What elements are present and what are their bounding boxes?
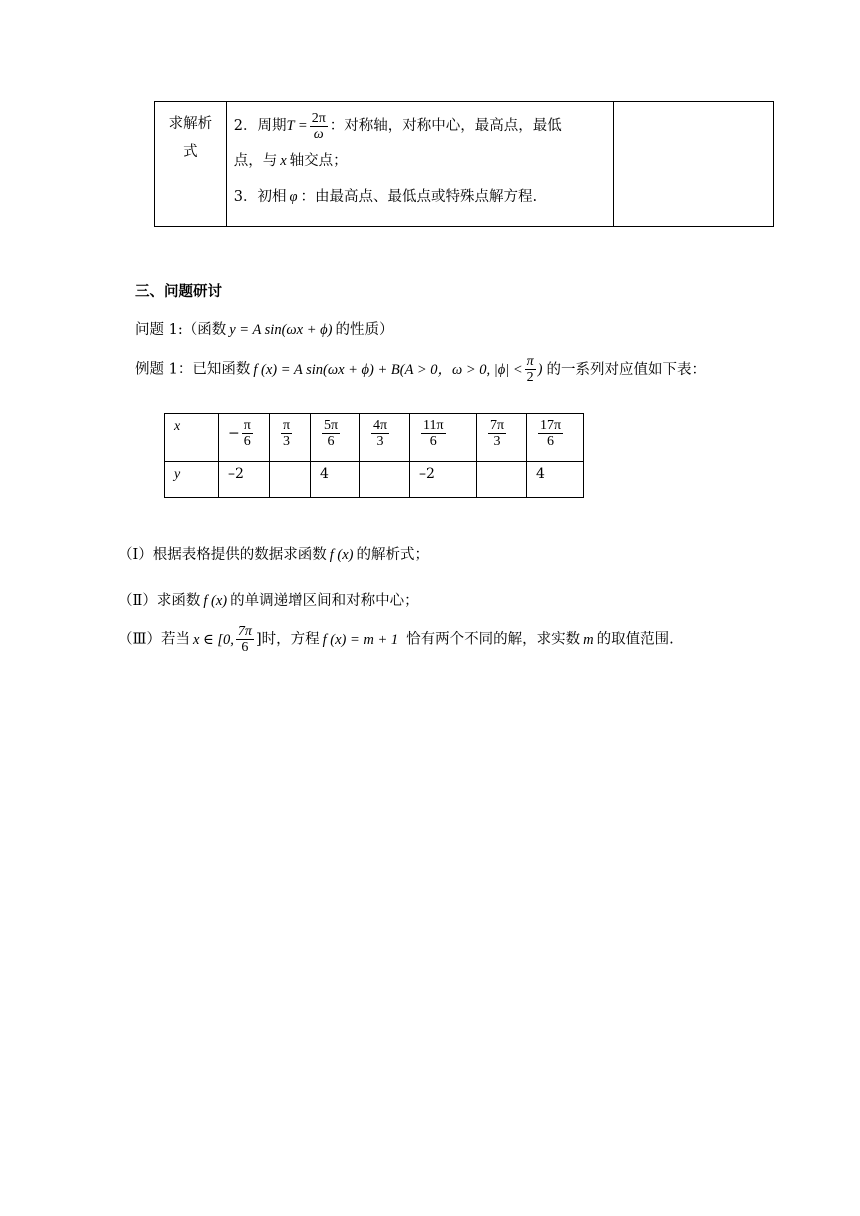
value-table — [164, 413, 584, 498]
y-header-cell: y — [165, 462, 219, 498]
example-1: 例题 1：已知函数 f (x) = A sin(ωx + ϕ) + B(A > 0，ω > 0, |ϕ| < $\frac{\pi}{2}$ ) 的一系列对应值如下表： — [135, 354, 706, 385]
y-cell: –2 — [219, 462, 270, 498]
y-cell: 4 — [527, 462, 584, 498]
section-heading: 三、问题研讨 — [135, 284, 222, 300]
empty-cell — [613, 102, 773, 227]
y-cell — [270, 462, 311, 498]
y-cell — [360, 462, 410, 498]
x-cell: − $\frac{\pi}{6}$ — [219, 414, 270, 462]
x-header-cell: x — [165, 414, 219, 462]
y-cell: 4 — [311, 462, 360, 498]
interval-fraction: $\frac{7\pi}{6}$ — [237, 624, 252, 655]
period-line: 2．周期T = $\frac{2\pi}{\omega}$ ：对称轴，对称中心，最高点，最低 — [233, 110, 562, 142]
x-cell: $\frac{17\pi}{6}$ — [527, 414, 584, 462]
question-1: （Ⅰ）根据表格提供的数据求函数 f (x) 的解析式； — [118, 547, 429, 563]
row-label: 求解析式 — [168, 116, 213, 160]
phase-line: 3．初相 φ ：由最高点、最低点或特殊点解方程. — [233, 189, 538, 205]
method-cell — [226, 102, 613, 227]
x-cell: $\frac{5\pi}{6}$ — [311, 414, 360, 462]
x-cell: $\frac{7\pi}{3}$ — [477, 414, 527, 462]
y-cell — [477, 462, 527, 498]
y-cell: –2 — [410, 462, 477, 498]
x-cell: $\frac{\pi}{3}$ — [270, 414, 311, 462]
x-cell: $\frac{4\pi}{3}$ — [360, 414, 410, 462]
phi-bound-fraction: $\frac{\pi}{2}$ — [526, 354, 534, 385]
problem-1: 问题 1:（函数 y = A sin(ωx + ϕ) 的性质） — [135, 322, 394, 338]
period-fraction: $\frac{2\pi}{\omega}$ — [311, 110, 326, 142]
analytic-form-table — [154, 101, 774, 227]
x-cell: $\frac{11\pi}{6}$ — [410, 414, 477, 462]
row-label-cell — [155, 102, 227, 227]
question-3: （Ⅲ）若当 x ∈ [0, $\frac{7\pi}{6}$ ]时，方程 f (x) = m + 1 恰有两个不同的解，求实数 m 的取值范围. — [118, 624, 674, 655]
period-line-cont: 点，与 x 轴交点； — [233, 153, 348, 169]
question-2: （Ⅱ）求函数 f (x) 的单调递增区间和对称中心； — [118, 593, 419, 609]
